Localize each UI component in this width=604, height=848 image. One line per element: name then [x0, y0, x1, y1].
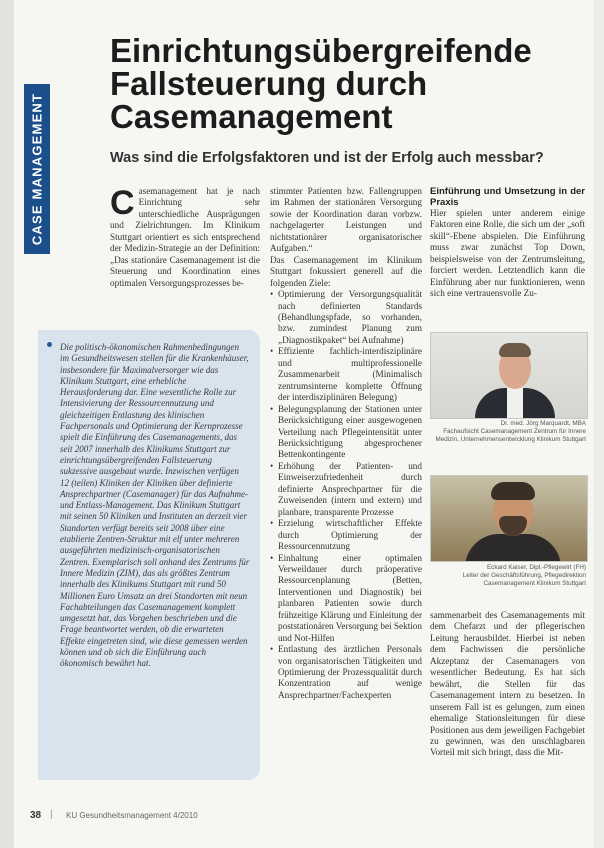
- goal-item: • Effiziente fachlich-interdisziplinäre und multiprofessionelle Zusammenarbeit (Minimalisch zentrumsinterne komplette Öffnung der interdisziplinären Belegung): [270, 346, 422, 403]
- goal-item: • Erhöhung der Patienten- und Einweiserzufriedenheit durch definierte Ansprechpartner für die Zuweisenden (intern und extern) und planbare, transparente Prozesse: [270, 461, 422, 518]
- portrait-suit: [465, 534, 561, 562]
- goal-item: • Entlastung des ärztlichen Personals von organisatorischen Tätigkeiten und Optimierung der Prozessqualität durch Konzentration auf wenige Ansprechpartner/Fachexperten: [270, 644, 422, 701]
- column-3-bottom-text: sammenarbeit des Casemanagements mit dem Chefarzt und der pflegerischen Leitung herausbildet. Hierbei ist neben dem Fachwissen die persönliche Akzeptanz der Casemanagers von wesentlicher Bedeutung. Es hat sich bewährt, die Stellen für das Casemanagement intern zu besetzen. In unserem Fall ist es gelungen, zum einen ehemalige Stationsleitungen für diese Positionen aus dem jeweiligen Fachgebiet zu gewinnen, was den unschlagbaren Vorteil mit sich bringt, dass die Mit-: [430, 610, 585, 758]
- page-number: 38: [30, 810, 42, 821]
- caption-text: Eckard Kaiser, Dipl.-Pflegewirt (FH) Leiter der Geschäftsführung, Pflegedirektion Casemanagement Klinikum Stuttgart: [462, 564, 586, 587]
- drop-cap: C: [110, 184, 135, 222]
- article-column-3: [430, 186, 585, 300]
- section-tab-label: CASE MANAGEMENT: [29, 92, 45, 246]
- goal-item: • Erzielung wirtschaftlicher Effekte durch Optimierung der Ressourcennutzung: [270, 518, 422, 552]
- author-photo-marquardt: [430, 332, 588, 419]
- article-column-3-continued: [430, 610, 585, 759]
- goal-item: • Belegungsplanung der Stationen unter Berücksichtigung einer ausgewogenen Verteilung nach Pflegeintensität unter Berücksichtigung abgesprochener Bettenkontingente: [270, 404, 422, 461]
- caption-text: Dr. med. Jörg Marquardt, MBA Fachaufsicht Casemanagement Zentrum für Innere Medizin, Unternehmensentwicklung Klinikum Stuttgart: [435, 420, 586, 443]
- photo-2-caption: [430, 564, 586, 587]
- goal-item: • Einhaltung einer optimalen Verweildauer durch präoperative Ressourcenplanung (Betten, Interventionen und Diagnostik) bei planbaren Patienten sowie durch frühzeitige Klärung und Einleitung der poststationären Versorgung bei Sektion und Not-Hilfen: [270, 553, 422, 645]
- portrait-shirt: [507, 388, 523, 418]
- column-1-text: asemanagement hat je nach Einrichtung sehr unterschiedliche Ausprägungen und Zielrichtungen. Im Klinikum Stuttgart orientiert es sich entsprechend der Medizin-Strategie an der Definition: „Das stationäre Casemanagement ist die Steuerung und Koordination eines optimalen Versorgungsprozesses be-: [110, 186, 260, 288]
- portrait-hair: [499, 343, 531, 357]
- article-column-2: [270, 186, 422, 701]
- article-title: Einrichtungsübergreifende Fallsteuerung durch Casemanagement: [110, 32, 532, 135]
- intro-infobox: [38, 330, 260, 780]
- goal-item: • Optimierung der Versorgungsqualität nach definierten Standards (Behandlungspfade, so vorhanden, bzw. zumindest Planung zum „Diagnostikpaket“ bei Aufnahme): [270, 289, 422, 346]
- publication-name: KU Gesundheitsmanagement 4/2010: [66, 811, 198, 820]
- page-edge: [594, 0, 604, 848]
- section-tab: [24, 84, 50, 254]
- column-2-intro: stimmter Patienten bzw. Fallengruppen im Rahmen der stationären Versorgung sowie der Koordination daran vorbzw. nachgelagerter Leistungen und nichtstationärer organisatorischer Aufgaben.“: [270, 186, 422, 254]
- photo-1-caption: [430, 420, 586, 443]
- column-3-top-text: Hier spielen unter anderem einige Faktoren eine Rolle, die sich um der „soft skill“-Ebene abspielen. Die Einführung muss zwar zunächst Top Down, beispielsweise von der Zentrumsleitung, forciert werden. Letztendlich kann die Einführung aber nur funktionieren, wenn sich eine vertrauensvolle Zu-: [430, 208, 585, 299]
- page-binding-shadow: [0, 0, 14, 848]
- article-subtitle: Was sind die Erfolgsfaktoren und ist der Erfolg auch messbar?: [110, 150, 544, 166]
- author-photo-kaiser: [430, 475, 588, 562]
- infobox-text: Die politisch-ökonomischen Rahmenbedingungen im Gesundheitswesen stellen für die Krankenhäuser, insbesondere für Maximalversorger wie das Klinikum Stuttgart, eine erhebliche Herausforderung dar. Eine wesentliche Rolle zur Intensivierung der Ressourcennutzung und gleichzeitigen Entlastung des klinischen Fachpersonals und Optimierung der Kernprozesse spielt die Einführung des Casemanagements, das seit 2007 innerhalb des Klinikums Stuttgart zur einrichtungsübergreifenden Fallsteuerung sukzessive ausgebaut wurde. Inzwischen verfügen 12 (teilen) Kliniken der Kliniken über definierte Ansprechpartner (Casemanager) für das Aufnahme- und Entlass-Management. Das Klinikum Stuttgart mit seinen 50 Kliniken und Instituten an derzeit vier Standorten verfügt bereits seit 2008 über eine etablierte Zentren-Struktur mit elf unter mehreren ausgeführten medizinisch-organisatorischen Zentren. Exemplarisch soll anhand des Zentrums für Innere Medizin (ZIM), das als größtes Zentrum innerhalb des Klinikums Stuttgart mit rund 50 Millionen Euro Umsatz an drei Standorten mit neun Fachabteilungen das Casemanagement komplett umgesetzt hat, das Vorgehen beschrieben und die Frage beantwortet werden, ob die erwarteten Effekte eingetreten sind, wie diese gemessen werden können und ob sich die Einführung auch ökonomisch bewährt hat.: [60, 342, 250, 669]
- column-2-intro-2: Das Casemanagement im Klinikum Stuttgart fokussiert generell auf die folgenden Ziele:: [270, 254, 422, 288]
- footer-separator: |: [50, 809, 53, 820]
- infobox-bullet-icon: [47, 342, 52, 347]
- section-heading: Einführung und Umsetzung in der Praxis: [430, 186, 585, 208]
- portrait-hair: [491, 482, 535, 500]
- article-column-1: [110, 186, 260, 289]
- goals-list: [270, 289, 422, 701]
